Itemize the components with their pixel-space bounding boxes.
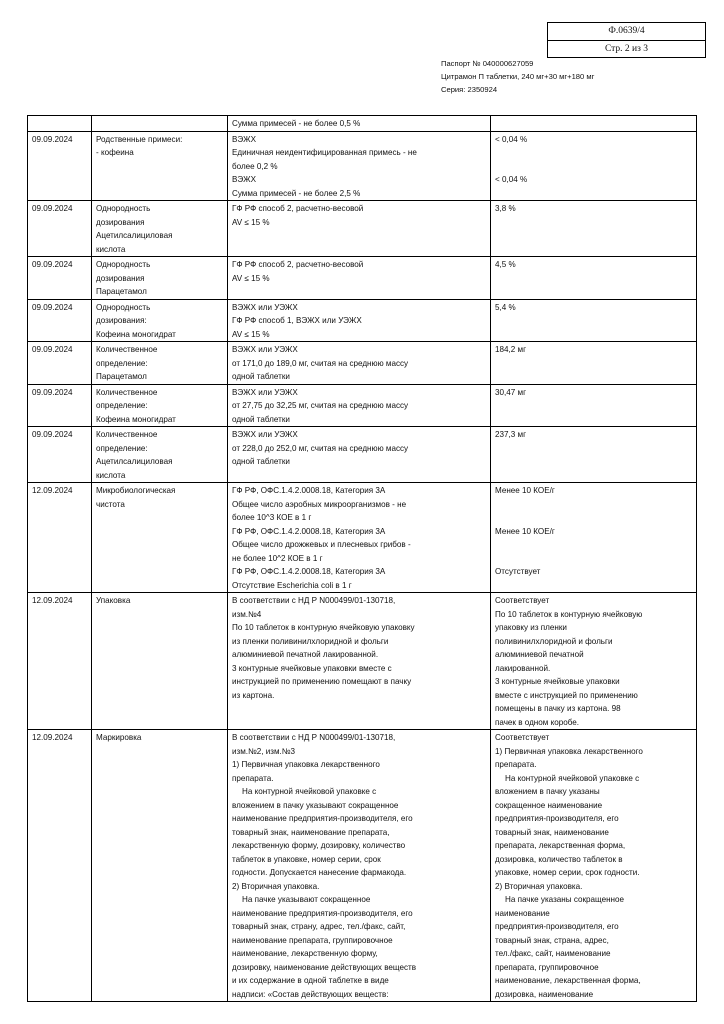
table-row: [28, 116, 697, 132]
result-cell-line: 237,3 мг: [495, 430, 527, 439]
requirement-cell: [228, 730, 491, 1002]
requirement-cell-line: AV ≤ 15 %: [232, 217, 270, 227]
date-cell: 09.09.2024: [28, 384, 92, 427]
table-row: [28, 201, 697, 257]
form-code: Ф.0639/4: [548, 23, 705, 41]
parameter-cell-line: Микробиологическая: [96, 486, 176, 495]
table-row: [28, 342, 697, 385]
requirement-cell-line: Общее число дрожжевых и плесневых грибов -: [232, 540, 411, 549]
parameter-cell-line: Парацетамол: [96, 372, 147, 381]
parameter-cell-line: Однородность: [96, 302, 151, 312]
parameter-cell: [92, 257, 228, 300]
requirement-cell-line: ВЭЖХ или УЭЖХ: [232, 345, 298, 354]
result-cell-line: сокращенное наименование: [495, 800, 603, 810]
passport-number: Паспорт № 040000627059: [441, 59, 534, 68]
result-cell-line: [495, 146, 692, 160]
requirement-cell-line: наименование предприятия-производителя, его: [232, 908, 413, 918]
parameter-cell: [92, 201, 228, 257]
table-row: [28, 384, 697, 427]
requirement-cell-line: ГФ РФ способ 1, ВЭЖХ или УЭЖХ: [232, 316, 362, 325]
parameter-cell-line: Упаковка: [96, 596, 131, 605]
requirement-cell-line: 2) Вторичная упаковка.: [232, 881, 320, 891]
page-number: Стр. 2 из 3: [604, 44, 649, 54]
requirement-cell-line: из пленки поливинилхлоридной и фольги: [232, 636, 389, 646]
result-cell: [491, 730, 697, 1002]
requirement-cell: [228, 342, 491, 385]
requirement-cell-line: AV ≤ 15 %: [232, 273, 270, 283]
requirement-cell: [228, 299, 491, 342]
result-cell: [491, 593, 697, 730]
requirement-cell-line: На пачке указывают сокращенное: [242, 895, 371, 904]
requirement-cell-line: одной таблетки: [232, 372, 290, 381]
result-cell-line: вложением в пачку указаны: [495, 787, 600, 796]
result-cell-line: товарный знак, наименование: [495, 827, 609, 837]
date-cell: 09.09.2024: [28, 342, 92, 385]
parameter-cell-line: Кофеина моногидрат: [96, 329, 176, 339]
requirement-cell: [228, 384, 491, 427]
requirement-cell-line: Сумма примесей - не более 2,5 %: [232, 188, 361, 198]
parameter-cell-line: Родственные примеси:: [96, 134, 183, 144]
result-cell-line: Менее 10 КОЕ/г: [495, 486, 555, 495]
requirement-cell-line: от 171,0 до 189,0 мг, считая на среднюю массу: [232, 358, 409, 368]
requirement-cell-line: одной таблетки: [232, 457, 290, 466]
date-cell: 09.09.2024: [28, 201, 92, 257]
result-cell: [491, 384, 697, 427]
result-cell-line: наименование: [495, 908, 550, 918]
requirement-cell-line: инструкцией по применению помещают в пачку: [232, 677, 412, 686]
product-name: Цитрамон П таблетки, 240 мг+30 мг+180 мг: [441, 72, 595, 81]
requirement-cell-line: изм.№2, изм.№3: [232, 746, 295, 756]
date-cell: 12.09.2024: [28, 593, 92, 730]
requirement-cell-line: препарата.: [232, 773, 274, 783]
parameter-cell-line: Количественное: [96, 345, 158, 354]
requirement-cell: [228, 483, 491, 593]
requirement-cell-line: AV ≤ 15 %: [232, 329, 270, 339]
parameter-cell-line: Парацетамол: [96, 287, 147, 296]
parameter-cell: [92, 384, 228, 427]
requirement-cell-line: Сумма примесей - не более 0,5 %: [232, 119, 361, 128]
series-number: Серия: 2350924: [441, 85, 498, 94]
result-cell-line: лакированной.: [495, 663, 551, 673]
date-cell: 09.09.2024: [28, 257, 92, 300]
requirement-cell-line: вложением в пачку указывают сокращенное: [232, 800, 399, 810]
requirement-cell: [228, 593, 491, 730]
requirement-cell-line: ГФ РФ, ОФС.1.4.2.0008.18, Категория 3А: [232, 486, 386, 495]
parameter-cell-line: - кофеина: [96, 148, 134, 157]
requirement-cell-line: наименование предприятия-производителя, его: [232, 814, 413, 823]
requirement-cell-line: ГФ РФ способ 2, расчетно-весовой: [232, 204, 364, 213]
requirement-cell-line: наименование препарата, группировочное: [232, 935, 393, 945]
requirement-cell-line: В соответствии с НД Р N000499/01-130718,: [232, 733, 396, 742]
parameter-cell-line: Кофеина моногидрат: [96, 414, 176, 424]
result-cell-line: [495, 498, 692, 512]
parameter-cell: [92, 116, 228, 132]
result-cell-line: предприятия-производителя, его: [495, 814, 619, 823]
result-cell: [491, 427, 697, 483]
parameter-cell-line: определение:: [96, 401, 148, 410]
parameter-cell: [92, 299, 228, 342]
result-cell-line: 2) Вторичная упаковка.: [495, 881, 583, 891]
result-cell-line: 3 контурные ячейковые упаковки: [495, 677, 620, 686]
table-row: [28, 427, 697, 483]
requirement-cell-line: В соответствии с НД Р N000499/01-130718,: [232, 596, 396, 605]
requirement-cell-line: более 10^3 КОЕ в 1 г: [232, 513, 312, 522]
result-cell-line: 4,5 %: [495, 260, 516, 269]
requirement-cell-line: более 0,2 %: [232, 161, 278, 171]
requirement-cell-line: наименование, лекарственную форму,: [232, 949, 378, 958]
requirement-cell-line: от 228,0 до 252,0 мг, считая на среднюю массу: [232, 443, 409, 453]
parameter-cell: [92, 131, 228, 201]
requirement-cell-line: ГФ РФ, ОФС.1.4.2.0008.18, Категория 3А: [232, 567, 386, 576]
result-cell-line: [495, 160, 692, 174]
form-code-box: [547, 22, 706, 58]
result-cell-line: наименование, лекарственная форма,: [495, 976, 641, 985]
result-cell-line: пачек в одном коробе.: [495, 717, 580, 727]
result-cell-line: товарный знак, страна, адрес,: [495, 935, 609, 945]
requirement-cell-line: ГФ РФ, ОФС.1.4.2.0008.18, Категория 3А: [232, 526, 386, 536]
result-cell: [491, 342, 697, 385]
requirement-cell-line: товарный знак, страну, адрес, тел./факс, сайт,: [232, 922, 406, 931]
requirement-cell-line: ВЭЖХ или УЭЖХ: [232, 302, 298, 312]
result-cell-line: упаковке, номер серии, срок годности.: [495, 868, 640, 877]
requirement-cell-line: изм.№4: [232, 609, 262, 619]
date-cell: 12.09.2024: [28, 483, 92, 593]
result-cell-line: [495, 579, 692, 593]
parameter-cell-line: кислота: [96, 244, 126, 254]
parameter-cell-line: Количественное: [96, 430, 158, 439]
requirement-cell: [228, 116, 491, 132]
parameter-cell-line: чистота: [96, 499, 125, 509]
requirement-cell-line: дозировку, наименование действующих веществ: [232, 962, 417, 972]
result-cell-line: 184,2 мг: [495, 345, 527, 354]
date-cell: 12.09.2024: [28, 730, 92, 1002]
result-cell-line: < 0,04 %: [495, 175, 528, 184]
requirement-cell-line: 1) Первичная упаковка лекарственного: [232, 760, 380, 769]
result-cell-line: 3,8 %: [495, 204, 516, 213]
result-cell-line: Соответствует: [495, 596, 550, 605]
requirement-cell-line: Единичная неидентифицированная примесь - не: [232, 148, 417, 157]
date-cell: 09.09.2024: [28, 427, 92, 483]
requirement-cell-line: ВЭЖХ: [232, 134, 256, 144]
parameter-cell-line: Количественное: [96, 387, 158, 397]
parameter-cell-line: дозирования:: [96, 316, 147, 325]
result-cell-line: По 10 таблеток в контурную ячейковую: [495, 609, 643, 619]
requirement-cell: [228, 201, 491, 257]
result-cell-line: вместе с инструкцией по применению: [495, 690, 638, 700]
parameter-cell-line: дозирования: [96, 217, 145, 227]
parameter-cell-line: Маркировка: [96, 733, 142, 742]
result-cell-line: [495, 538, 692, 552]
date-cell: 09.09.2024: [28, 299, 92, 342]
requirement-cell-line: таблеток в упаковке, номер серии, срок: [232, 854, 381, 864]
parameter-cell: [92, 427, 228, 483]
passport-header: [441, 57, 594, 96]
requirement-cell-line: и их содержание в одной таблетке в виде: [232, 976, 389, 985]
result-cell: [491, 116, 697, 132]
result-cell-line: предприятия-производителя, его: [495, 922, 619, 931]
result-cell: [491, 483, 697, 593]
parameter-cell-line: Однородность: [96, 260, 151, 269]
requirement-cell-line: не более 10^2 КОЕ в 1 г: [232, 553, 323, 563]
requirement-cell-line: алюминиевой печатной лакированной.: [232, 650, 379, 659]
result-cell-line: 1) Первичная упаковка лекарственного: [495, 746, 643, 756]
requirement-cell-line: одной таблетки: [232, 414, 290, 424]
requirement-cell: [228, 131, 491, 201]
result-cell-line: Соответствует: [495, 733, 550, 742]
table-row: [28, 257, 697, 300]
table-row: [28, 299, 697, 342]
requirement-cell-line: ГФ РФ способ 2, расчетно-весовой: [232, 260, 364, 269]
requirement-cell-line: По 10 таблеток в контурную ячейковую упаковку: [232, 623, 415, 632]
table-row: [28, 730, 697, 1002]
requirement-cell-line: Общее число аэробных микроорганизмов - не: [232, 499, 407, 509]
test-results-table: [27, 115, 697, 1002]
result-cell-line: 5,4 %: [495, 302, 516, 312]
requirement-cell-line: На контурной ячейковой упаковке с: [242, 787, 377, 796]
table-row: [28, 593, 697, 730]
requirement-cell-line: из картона.: [232, 690, 275, 700]
parameter-cell-line: Однородность: [96, 204, 151, 213]
result-cell-line: 30,47 мг: [495, 387, 527, 397]
result-cell-line: Менее 10 КОЕ/г: [495, 526, 555, 536]
requirement-cell-line: Отсутствие Escherichia coli в 1 г: [232, 580, 352, 590]
result-cell-line: [495, 552, 692, 566]
requirement-cell-line: надписи: «Состав действующих веществ:: [232, 989, 389, 999]
parameter-cell: [92, 593, 228, 730]
parameter-cell-line: дозирования: [96, 273, 145, 283]
result-cell-line: [495, 511, 692, 525]
result-cell-line: Отсутствует: [495, 567, 541, 576]
result-cell-line: На контурной ячейковой упаковке с: [505, 773, 640, 783]
requirement-cell: [228, 427, 491, 483]
result-cell-line: На пачке указаны сокращенное: [505, 895, 625, 904]
result-cell-line: алюминиевой печатной: [495, 650, 584, 659]
requirement-cell-line: лекарственную форму, дозировку, количество: [232, 841, 406, 850]
result-cell-line: < 0,04 %: [495, 134, 528, 144]
result-cell: [491, 131, 697, 201]
result-cell-line: препарата.: [495, 760, 537, 769]
result-cell: [491, 299, 697, 342]
parameter-cell: [92, 342, 228, 385]
date-cell: [28, 116, 92, 132]
requirement-cell-line: от 27,75 до 32,25 мг, считая на среднюю массу: [232, 401, 409, 410]
result-cell-line: поливинилхлоридной и фольги: [495, 636, 613, 646]
parameter-cell-line: определение:: [96, 443, 148, 453]
table-body: [28, 116, 697, 1002]
table-row: [28, 483, 697, 593]
parameter-cell-line: определение:: [96, 358, 148, 368]
requirement-cell-line: товарный знак, наименование препарата,: [232, 827, 390, 837]
parameter-cell: [92, 483, 228, 593]
result-cell-line: [495, 187, 692, 201]
parameter-cell-line: кислота: [96, 470, 126, 480]
requirement-cell: [228, 257, 491, 300]
result-cell-line: помещены в пачку из картона. 98: [495, 704, 621, 713]
result-cell: [491, 201, 697, 257]
result-cell-line: препарата, лекарственная форма,: [495, 841, 626, 850]
result-cell-line: дозировка, количество таблеток в: [495, 854, 623, 864]
result-cell: [491, 257, 697, 300]
result-cell-line: тел./факс, сайт, наименование: [495, 949, 611, 958]
table-row: [28, 131, 697, 201]
requirement-cell-line: ВЭЖХ: [232, 175, 256, 184]
result-cell-line: упаковку из пленки: [495, 623, 567, 632]
requirement-cell-line: 3 контурные ячейковые упаковки вместе с: [232, 663, 392, 673]
parameter-cell: [92, 730, 228, 1002]
result-cell-line: дозировка, наименование: [495, 989, 594, 999]
result-cell-line: препарата, группировочное: [495, 962, 599, 972]
requirement-cell-line: ВЭЖХ или УЭЖХ: [232, 387, 298, 397]
requirement-cell-line: ВЭЖХ или УЭЖХ: [232, 430, 298, 439]
date-cell: 09.09.2024: [28, 131, 92, 201]
requirement-cell-line: годности. Допускается нанесение фармакода.: [232, 868, 407, 877]
parameter-cell-line: Ацетилсалициловая: [96, 457, 173, 466]
parameter-cell-line: Ацетилсалициловая: [96, 231, 173, 240]
